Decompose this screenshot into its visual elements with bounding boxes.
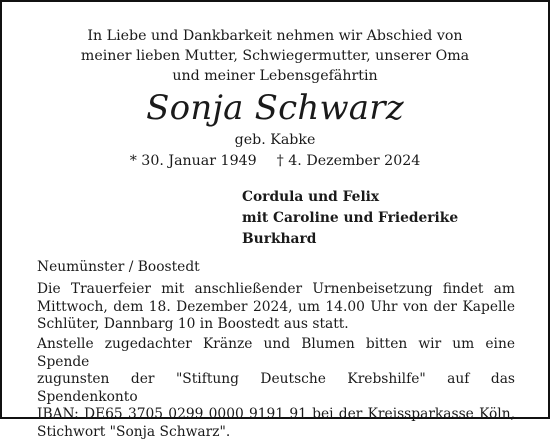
death-date: † 4. Dezember 2024 — [276, 153, 421, 169]
mourners-list — [242, 187, 458, 250]
donation-info — [37, 336, 515, 442]
intro-line: In Liebe und Dankbarkeit nehmen wir Abschied von — [87, 28, 463, 44]
deceased-name: Sonja Schwarz — [146, 88, 404, 128]
intro-text — [2, 26, 548, 86]
funeral-line: Mittwoch, dem 18. Dezember 2024, um 14.00 Uhr von der Kapelle — [37, 298, 515, 315]
funeral-line: Die Trauerfeier mit anschließender Urnenbeisetzung findet am — [37, 281, 515, 297]
mourner-line: Cordula und Felix — [242, 189, 380, 205]
mourner-line: Burkhard — [242, 231, 317, 247]
life-dates — [2, 151, 548, 171]
funeral-line: Schlüter, Dannbarg 10 in Boostedt aus statt. — [37, 316, 349, 333]
donation-line: zugunsten der "Stiftung Deutsche Krebshilfe" auf das Spendenkonto — [37, 371, 515, 405]
place-line: Neumünster / Boostedt — [37, 259, 200, 275]
donation-line: IBAN: DE65 3705 0299 0000 9191 91 bei der Kreissparkasse Köln, — [37, 406, 515, 423]
birth-date: * 30. Januar 1949 — [129, 153, 257, 169]
donation-line: Anstelle zugedachter Kränze und Blumen bitten wir um eine Spende — [37, 336, 515, 370]
intro-line: und meiner Lebensgefährtin — [172, 68, 378, 84]
birth-name: geb. Kabke — [234, 132, 316, 148]
intro-line: meiner lieben Mutter, Schwiegermutter, unserer Oma — [80, 48, 470, 64]
donation-line: Stichwort "Sonja Schwarz". — [37, 423, 231, 440]
funeral-info — [37, 281, 515, 334]
mourner-line: mit Caroline und Friederike — [242, 210, 459, 226]
